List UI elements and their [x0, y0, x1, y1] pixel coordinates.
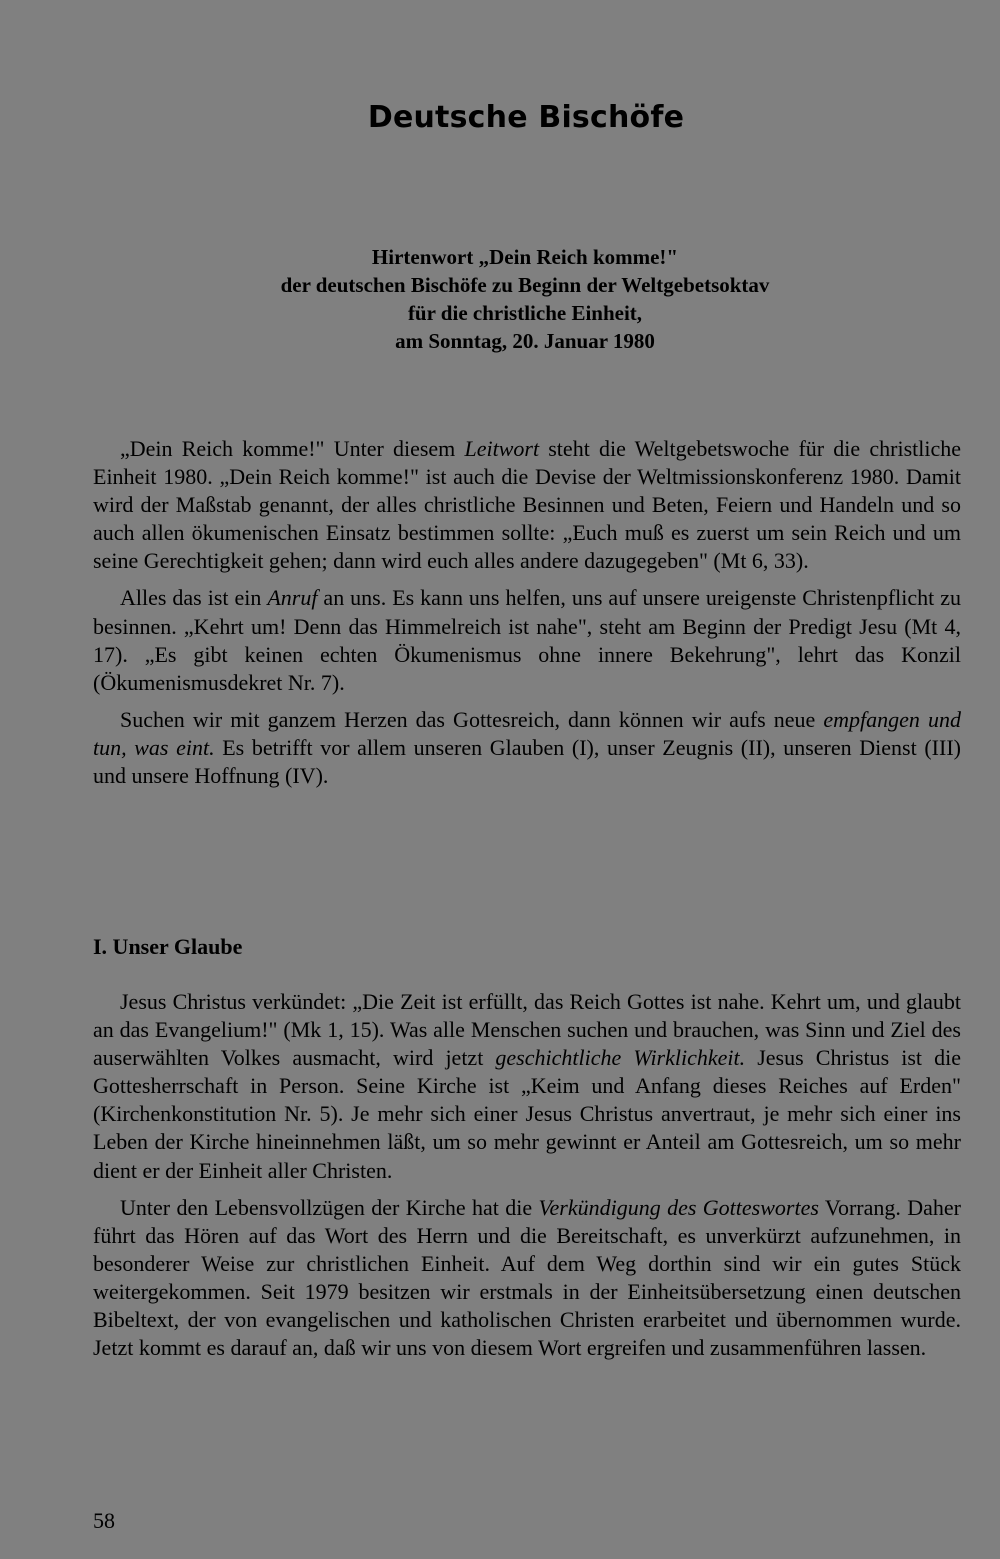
- subtitle-line: am Sonntag, 20. Januar 1980: [395, 329, 655, 353]
- text-segment: Vorrang. Daher führt das Hören auf das Wort des Herrn und die Bereitschaft, es unverkürzt aufzunehmen, in besonderer Weise zur christlichen Einheit. Auf dem Weg dorthin sind wir ein gutes Stück weitergekommen. Seit 1979 besitzen wir erstmals in der Einheitsübersetzung einen deutschen Bibeltext, der von evangelischen und katholischen Christen erarbeitet und übernommen wurde. Jetzt kommt es darauf an, daß wir uns von diesem Wort ergreifen und zusammenführen lassen.: [93, 1194, 961, 1361]
- chapter-title: Deutsche Bischöfe: [367, 100, 685, 135]
- section-text: [93, 988, 961, 1362]
- text-segment: Suchen wir mit ganzem Herzen das Gottesreich, dann können wir aufs neue: [120, 706, 824, 732]
- text-segment: steht die Weltgebetswoche für die christliche Einheit 1980. „Dein Reich komme!" ist auch die Devise der Weltmissionskonferenz 1980. Damit wird der Maßstab genannt, der alles christliche Besinnen und Beten, Feiern und Handeln und so auch allen ökumenischen Einsatz bestimmen sollte: „Euch muß es zuerst um sein Reich und um seine Gerechtigkeit gehen; dann wird euch alles andere dazugegeben" (Mt 6, 33).: [93, 436, 961, 574]
- emphasis-text: Leitwort: [464, 436, 540, 461]
- section-heading: I. Unser Glaube: [93, 934, 243, 959]
- body-paragraph: [93, 706, 961, 790]
- subtitle-line: für die christliche Einheit,: [407, 301, 643, 325]
- text-segment: Alles das ist ein: [120, 585, 268, 611]
- emphasis-text: empfangen und tun, was eint.: [93, 706, 961, 760]
- text-segment: „Dein Reich komme!" Unter diesem: [120, 436, 465, 461]
- body-paragraph: [93, 1194, 961, 1363]
- emphasis-text: Verkündigung des Gotteswortes: [538, 1194, 819, 1220]
- emphasis-text: geschichtliche Wirklichkeit.: [495, 1045, 746, 1071]
- body-paragraph: [93, 584, 961, 696]
- body-paragraph: [93, 988, 961, 1185]
- emphasis-text: Anruf: [267, 585, 318, 611]
- text-segment: Es betrifft vor allem unseren Glauben (I), unser Zeugnis (II), unseren Dienst (III) und unsere Hoffnung (IV).: [93, 734, 961, 789]
- text-segment: Jesus Christus verkündet: „Die Zeit ist erfüllt, das Reich Gottes ist nahe. Kehrt um, und glaubt an das Evangelium!" (Mk 1, 15). Was alle Menschen suchen und brauchen, was Sinn und Ziel des auserwählten Volkes ausmacht, wird jetzt: [93, 989, 961, 1071]
- intro-text: [93, 435, 961, 790]
- page-number: 58: [93, 1508, 115, 1533]
- body-paragraph: [93, 435, 961, 575]
- text-segment: Unter den Lebensvollzügen der Kirche hat die: [120, 1194, 539, 1220]
- subtitle-line: der deutschen Bischöfe zu Beginn der Weltgebetsoktav: [280, 273, 770, 297]
- text-segment: Jesus Christus ist die Gottesherrschaft in Person. Seine Kirche ist „Keim und Anfang dieses Reiches auf Erden" (Kirchenkonstitution Nr. 5). Je mehr sich einer Jesus Christus anvertraut, je mehr sich einer ins Leben der Kirche hineinnehmen läßt, um so mehr gewinnt er Anteil am Gottesreich, um so mehr dient er der Einheit aller Christen.: [93, 1045, 961, 1183]
- text-segment: an uns. Es kann uns helfen, uns auf unsere ureigenste Christenpflicht zu besinnen. „Kehrt um! Denn das Himmelreich ist nahe", steht am Beginn der Predigt Jesu (Mt 4, 17). „Es gibt keinen echten Ökumenismus ohne innere Bekehrung", lehrt das Konzil (Ökumenismusdekret Nr. 7).: [93, 585, 961, 695]
- document-subtitle: [0, 243, 1000, 355]
- subtitle-line: Hirtenwort „Dein Reich komme!": [371, 245, 679, 269]
